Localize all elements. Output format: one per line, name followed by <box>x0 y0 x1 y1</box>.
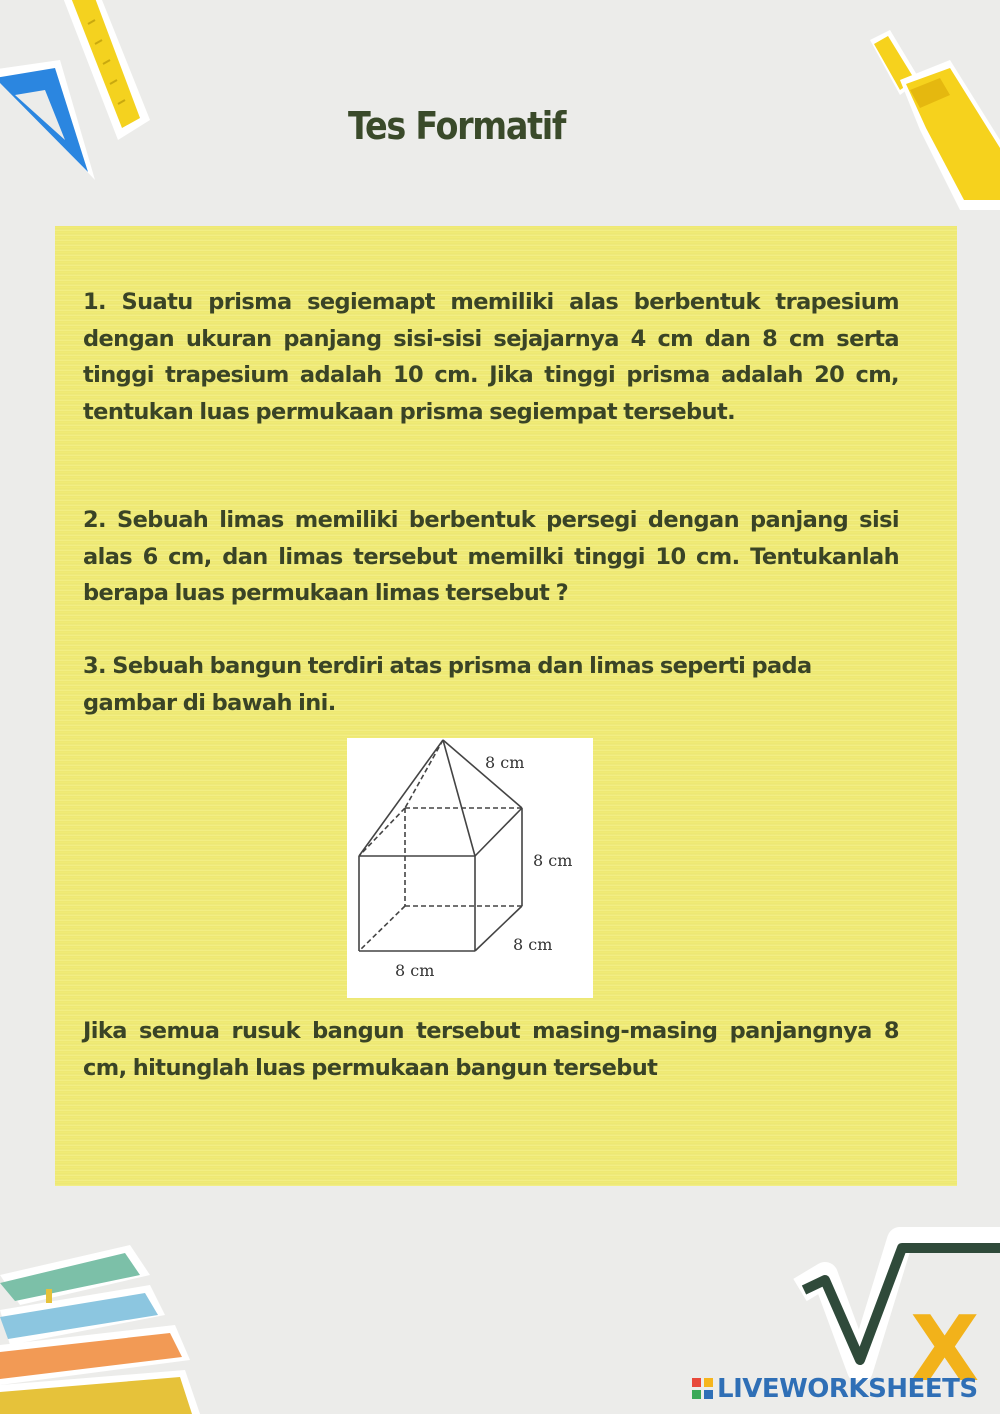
ruler-triangle-icon <box>0 0 160 190</box>
prism-pyramid-figure <box>347 738 593 998</box>
question-3-task: Jika semua rusuk bangun tersebut masing-masing panjangnya 8 cm, hitunglah luas permukaan bangun tersebut <box>83 1018 899 1081</box>
label-height: 8 cm <box>533 851 573 870</box>
label-slant: 8 cm <box>485 753 525 772</box>
label-base: 8 cm <box>395 961 435 980</box>
question-2: 2. Sebuah limas memiliki berbentuk persegi dengan panjang sisi alas 6 cm, dan limas tersebut memilki tinggi 10 cm. Tentukanlah berapa luas permukaan limas tersebut ? <box>83 507 899 606</box>
sqrt-symbol-icon <box>790 1220 1000 1380</box>
liveworksheets-logo <box>692 1374 978 1404</box>
question-3-intro: 3. Sebuah bangun terdiri atas prisma dan limas seperti pada gambar di bawah ini. <box>83 653 812 716</box>
svg-text:X: X <box>910 1297 980 1380</box>
logo-grid-icon <box>692 1378 714 1400</box>
question-1: 1. Suatu prisma segiemapt memiliki alas berbentuk trapesium dengan ukuran panjang sisi-sisi sejajarnya 4 cm dan 8 cm serta tinggi trapesium adalah 10 cm. Jika tinggi prisma adalah 20 cm, tentukan luas permukaan prisma segiempat tersebut. <box>83 289 899 425</box>
highlighter-icon <box>860 20 1000 220</box>
label-depth: 8 cm <box>513 935 553 954</box>
books-icon <box>0 1235 210 1414</box>
logo-text: LIVEWORKSHEETS <box>717 1374 978 1404</box>
page-title: Tes Formatif <box>348 104 566 148</box>
